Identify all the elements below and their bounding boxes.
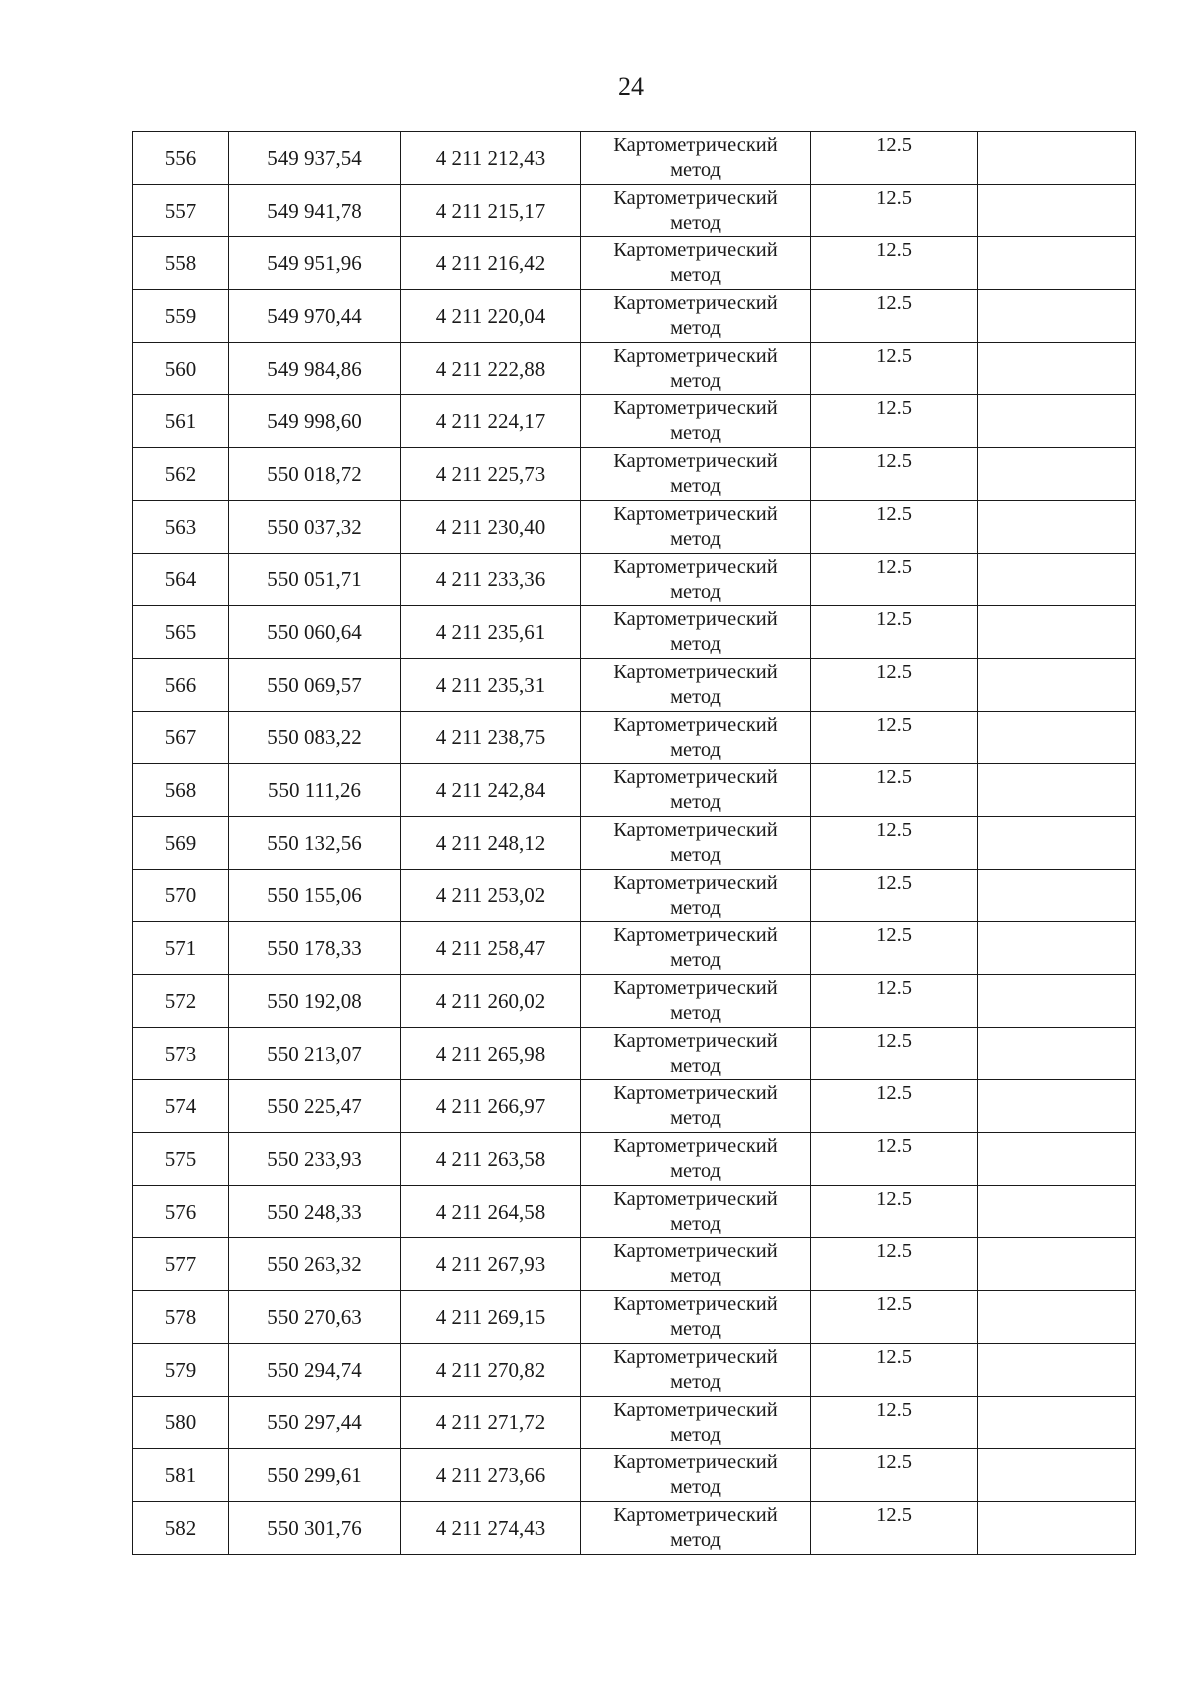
note-cell: [978, 237, 1136, 290]
x-coordinate-cell: 550 301,76: [229, 1501, 401, 1554]
x-coordinate-cell: 550 178,33: [229, 922, 401, 975]
accuracy-cell: 12.5: [811, 816, 978, 869]
method-cell: [581, 658, 811, 711]
note-cell: [978, 1027, 1136, 1080]
accuracy-cell: 12.5: [811, 1449, 978, 1502]
note-cell: [978, 184, 1136, 237]
note-cell: [978, 553, 1136, 606]
x-coordinate-cell: 550 155,06: [229, 869, 401, 922]
method-cell: [581, 869, 811, 922]
note-cell: [978, 132, 1136, 185]
point-number-cell: 558: [133, 237, 229, 290]
accuracy-cell: 12.5: [811, 237, 978, 290]
y-coordinate-cell: 4 211 215,17: [401, 184, 581, 237]
method-line-2: метод: [670, 1476, 721, 1499]
method-line-1: Картометрический: [613, 1293, 778, 1316]
y-coordinate-cell: 4 211 248,12: [401, 816, 581, 869]
y-coordinate-cell: 4 211 224,17: [401, 395, 581, 448]
point-number-cell: 573: [133, 1027, 229, 1080]
method-cell: [581, 1027, 811, 1080]
method-cell: [581, 448, 811, 501]
y-coordinate-cell: 4 211 269,15: [401, 1291, 581, 1344]
method-line-2: метод: [670, 1423, 721, 1446]
method-cell: [581, 395, 811, 448]
table-row: [133, 1185, 1136, 1238]
note-cell: [978, 764, 1136, 817]
point-number-cell: 578: [133, 1291, 229, 1344]
table-row: [133, 500, 1136, 553]
table-body: [133, 132, 1136, 1555]
method-line-2: метод: [670, 738, 721, 761]
x-coordinate-cell: 550 060,64: [229, 606, 401, 659]
note-cell: [978, 869, 1136, 922]
note-cell: [978, 1238, 1136, 1291]
method-cell: [581, 237, 811, 290]
y-coordinate-cell: 4 211 220,04: [401, 290, 581, 343]
method-line-1: Картометрический: [613, 239, 778, 262]
table-row: [133, 606, 1136, 659]
method-line-2: метод: [670, 1002, 721, 1024]
x-coordinate-cell: 549 998,60: [229, 395, 401, 448]
y-coordinate-cell: 4 211 271,72: [401, 1396, 581, 1449]
method-line-2: метод: [670, 159, 721, 181]
accuracy-cell: 12.5: [811, 658, 978, 711]
table-row: [133, 237, 1136, 290]
method-line-2: метод: [670, 949, 721, 972]
accuracy-cell: 12.5: [811, 1080, 978, 1133]
y-coordinate-cell: 4 211 270,82: [401, 1343, 581, 1396]
x-coordinate-cell: 550 294,74: [229, 1343, 401, 1396]
method-line-1: Картометрический: [613, 186, 778, 209]
y-coordinate-cell: 4 211 235,61: [401, 606, 581, 659]
y-coordinate-cell: 4 211 235,31: [401, 658, 581, 711]
note-cell: [978, 1185, 1136, 1238]
method-line-1: Картометрический: [613, 924, 778, 947]
x-coordinate-cell: 550 299,61: [229, 1449, 401, 1502]
note-cell: [978, 658, 1136, 711]
point-number-cell: 579: [133, 1343, 229, 1396]
method-cell: [581, 1238, 811, 1291]
method-cell: [581, 500, 811, 553]
table-row: [133, 132, 1136, 185]
method-line-2: метод: [670, 685, 721, 708]
point-number-cell: 567: [133, 711, 229, 764]
x-coordinate-cell: 549 937,54: [229, 132, 401, 185]
point-number-cell: 577: [133, 1238, 229, 1291]
accuracy-cell: 12.5: [811, 1027, 978, 1080]
y-coordinate-cell: 4 211 265,98: [401, 1027, 581, 1080]
x-coordinate-cell: 550 051,71: [229, 553, 401, 606]
x-coordinate-cell: 550 083,22: [229, 711, 401, 764]
table-row: [133, 1343, 1136, 1396]
method-line-1: Картометрический: [613, 871, 778, 894]
point-number-cell: 576: [133, 1185, 229, 1238]
table-row: [133, 448, 1136, 501]
method-line-1: Картометрический: [613, 1082, 778, 1105]
method-line-1: Картометрический: [613, 1345, 778, 1368]
method-line-2: метод: [670, 791, 721, 814]
method-line-1: Картометрический: [613, 766, 778, 789]
x-coordinate-cell: 550 132,56: [229, 816, 401, 869]
point-number-cell: 564: [133, 553, 229, 606]
table-row: [133, 395, 1136, 448]
y-coordinate-cell: 4 211 267,93: [401, 1238, 581, 1291]
note-cell: [978, 1396, 1136, 1449]
accuracy-cell: 12.5: [811, 132, 978, 185]
method-line-1: Картометрический: [613, 1029, 778, 1052]
method-line-1: Картометрический: [613, 134, 778, 156]
point-number-cell: 556: [133, 132, 229, 185]
note-cell: [978, 395, 1136, 448]
method-line-1: Картометрический: [613, 660, 778, 683]
accuracy-cell: 12.5: [811, 764, 978, 817]
method-cell: [581, 1291, 811, 1344]
method-cell: [581, 606, 811, 659]
point-number-cell: 557: [133, 184, 229, 237]
point-number-cell: 581: [133, 1449, 229, 1502]
table-row: [133, 975, 1136, 1028]
method-cell: [581, 342, 811, 395]
accuracy-cell: 12.5: [811, 553, 978, 606]
method-line-2: метод: [670, 1160, 721, 1183]
table-row: [133, 1080, 1136, 1133]
x-coordinate-cell: 549 941,78: [229, 184, 401, 237]
point-number-cell: 575: [133, 1133, 229, 1186]
method-line-2: метод: [670, 843, 721, 866]
y-coordinate-cell: 4 211 225,73: [401, 448, 581, 501]
point-number-cell: 559: [133, 290, 229, 343]
x-coordinate-cell: 550 069,57: [229, 658, 401, 711]
accuracy-cell: 12.5: [811, 500, 978, 553]
table-row: [133, 1449, 1136, 1502]
page-number: 24: [618, 72, 644, 101]
accuracy-cell: 12.5: [811, 1238, 978, 1291]
y-coordinate-cell: 4 211 233,36: [401, 553, 581, 606]
x-coordinate-cell: 550 233,93: [229, 1133, 401, 1186]
y-coordinate-cell: 4 211 230,40: [401, 500, 581, 553]
note-cell: [978, 1343, 1136, 1396]
note-cell: [978, 711, 1136, 764]
method-line-1: Картометрический: [613, 1187, 778, 1210]
method-line-2: метод: [670, 317, 721, 340]
method-cell: [581, 975, 811, 1028]
point-number-cell: 562: [133, 448, 229, 501]
method-line-1: Картометрический: [613, 977, 778, 999]
note-cell: [978, 606, 1136, 659]
coordinates-table: [132, 131, 1136, 1555]
accuracy-cell: 12.5: [811, 184, 978, 237]
method-line-2: метод: [670, 264, 721, 287]
x-coordinate-cell: 549 970,44: [229, 290, 401, 343]
method-line-2: метод: [670, 369, 721, 392]
y-coordinate-cell: 4 211 260,02: [401, 975, 581, 1028]
method-line-1: Картометрический: [613, 502, 778, 525]
x-coordinate-cell: 550 248,33: [229, 1185, 401, 1238]
x-coordinate-cell: 550 192,08: [229, 975, 401, 1028]
method-cell: [581, 1133, 811, 1186]
note-cell: [978, 500, 1136, 553]
accuracy-cell: 12.5: [811, 448, 978, 501]
table-row: [133, 1238, 1136, 1291]
point-number-cell: 561: [133, 395, 229, 448]
method-line-1: Картометрический: [613, 713, 778, 736]
x-coordinate-cell: 549 984,86: [229, 342, 401, 395]
point-number-cell: 571: [133, 922, 229, 975]
x-coordinate-cell: 550 111,26: [229, 764, 401, 817]
accuracy-cell: 12.5: [811, 975, 978, 1028]
x-coordinate-cell: 550 263,32: [229, 1238, 401, 1291]
method-line-1: Картометрический: [613, 1451, 778, 1474]
point-number-cell: 566: [133, 658, 229, 711]
method-line-2: метод: [670, 1318, 721, 1341]
method-line-2: метод: [670, 211, 721, 234]
method-line-1: Картометрический: [613, 344, 778, 367]
method-cell: [581, 132, 811, 185]
method-line-2: метод: [670, 580, 721, 603]
accuracy-cell: 12.5: [811, 1291, 978, 1344]
table-row: [133, 1133, 1136, 1186]
accuracy-cell: 12.5: [811, 922, 978, 975]
x-coordinate-cell: 550 018,72: [229, 448, 401, 501]
method-cell: [581, 1449, 811, 1502]
table-row: [133, 658, 1136, 711]
method-cell: [581, 764, 811, 817]
accuracy-cell: 12.5: [811, 290, 978, 343]
point-number-cell: 580: [133, 1396, 229, 1449]
method-cell: [581, 816, 811, 869]
note-cell: [978, 816, 1136, 869]
accuracy-cell: 12.5: [811, 711, 978, 764]
point-number-cell: 560: [133, 342, 229, 395]
method-line-2: метод: [670, 896, 721, 919]
x-coordinate-cell: 550 225,47: [229, 1080, 401, 1133]
y-coordinate-cell: 4 211 212,43: [401, 132, 581, 185]
note-cell: [978, 290, 1136, 343]
method-line-2: метод: [670, 527, 721, 550]
accuracy-cell: 12.5: [811, 869, 978, 922]
point-number-cell: 572: [133, 975, 229, 1028]
table-row: [133, 553, 1136, 606]
y-coordinate-cell: 4 211 273,66: [401, 1449, 581, 1502]
table-row: [133, 1396, 1136, 1449]
table-row: [133, 869, 1136, 922]
method-cell: [581, 1501, 811, 1554]
method-line-2: метод: [670, 422, 721, 445]
method-cell: [581, 290, 811, 343]
table-row: [133, 922, 1136, 975]
y-coordinate-cell: 4 211 222,88: [401, 342, 581, 395]
table-row: [133, 342, 1136, 395]
y-coordinate-cell: 4 211 238,75: [401, 711, 581, 764]
method-line-1: Картометрический: [613, 292, 778, 315]
table-row: [133, 711, 1136, 764]
accuracy-cell: 12.5: [811, 1133, 978, 1186]
point-number-cell: 570: [133, 869, 229, 922]
method-cell: [581, 1343, 811, 1396]
method-line-2: метод: [670, 1370, 721, 1393]
point-number-cell: 568: [133, 764, 229, 817]
y-coordinate-cell: 4 211 263,58: [401, 1133, 581, 1186]
table-row: [133, 184, 1136, 237]
x-coordinate-cell: 549 951,96: [229, 237, 401, 290]
method-line-2: метод: [670, 1265, 721, 1288]
note-cell: [978, 342, 1136, 395]
note-cell: [978, 1449, 1136, 1502]
method-line-1: Картометрический: [613, 555, 778, 578]
x-coordinate-cell: 550 270,63: [229, 1291, 401, 1344]
method-line-2: метод: [670, 1212, 721, 1235]
point-number-cell: 574: [133, 1080, 229, 1133]
method-cell: [581, 922, 811, 975]
x-coordinate-cell: 550 297,44: [229, 1396, 401, 1449]
accuracy-cell: 12.5: [811, 1343, 978, 1396]
method-line-2: метод: [670, 475, 721, 498]
y-coordinate-cell: 4 211 216,42: [401, 237, 581, 290]
note-cell: [978, 922, 1136, 975]
method-line-1: Картометрический: [613, 1135, 778, 1158]
method-cell: [581, 1185, 811, 1238]
table-row: [133, 290, 1136, 343]
table-row: [133, 1501, 1136, 1554]
accuracy-cell: 12.5: [811, 342, 978, 395]
method-line-1: Картометрический: [613, 818, 778, 841]
note-cell: [978, 1133, 1136, 1186]
note-cell: [978, 448, 1136, 501]
note-cell: [978, 1291, 1136, 1344]
table-row: [133, 1291, 1136, 1344]
point-number-cell: 563: [133, 500, 229, 553]
table-row: [133, 764, 1136, 817]
method-line-2: метод: [670, 1528, 721, 1551]
y-coordinate-cell: 4 211 266,97: [401, 1080, 581, 1133]
accuracy-cell: 12.5: [811, 395, 978, 448]
method-line-1: Картометрический: [613, 608, 778, 631]
y-coordinate-cell: 4 211 258,47: [401, 922, 581, 975]
method-line-1: Картометрический: [613, 450, 778, 473]
method-cell: [581, 1080, 811, 1133]
method-line-1: Картометрический: [613, 397, 778, 420]
point-number-cell: 569: [133, 816, 229, 869]
method-line-1: Картометрический: [613, 1398, 778, 1421]
method-line-2: метод: [670, 633, 721, 656]
table-row: [133, 1027, 1136, 1080]
y-coordinate-cell: 4 211 274,43: [401, 1501, 581, 1554]
y-coordinate-cell: 4 211 264,58: [401, 1185, 581, 1238]
accuracy-cell: 12.5: [811, 606, 978, 659]
point-number-cell: 565: [133, 606, 229, 659]
accuracy-cell: 12.5: [811, 1396, 978, 1449]
method-cell: [581, 553, 811, 606]
table-row: [133, 816, 1136, 869]
method-cell: [581, 184, 811, 237]
x-coordinate-cell: 550 037,32: [229, 500, 401, 553]
note-cell: [978, 1080, 1136, 1133]
y-coordinate-cell: 4 211 242,84: [401, 764, 581, 817]
method-cell: [581, 1396, 811, 1449]
y-coordinate-cell: 4 211 253,02: [401, 869, 581, 922]
note-cell: [978, 1501, 1136, 1554]
note-cell: [978, 975, 1136, 1028]
accuracy-cell: 12.5: [811, 1185, 978, 1238]
method-line-2: метод: [670, 1107, 721, 1130]
method-line-1: Картометрический: [613, 1240, 778, 1263]
method-line-1: Картометрический: [613, 1503, 778, 1526]
method-cell: [581, 711, 811, 764]
point-number-cell: 582: [133, 1501, 229, 1554]
x-coordinate-cell: 550 213,07: [229, 1027, 401, 1080]
method-line-2: метод: [670, 1054, 721, 1077]
accuracy-cell: 12.5: [811, 1501, 978, 1554]
